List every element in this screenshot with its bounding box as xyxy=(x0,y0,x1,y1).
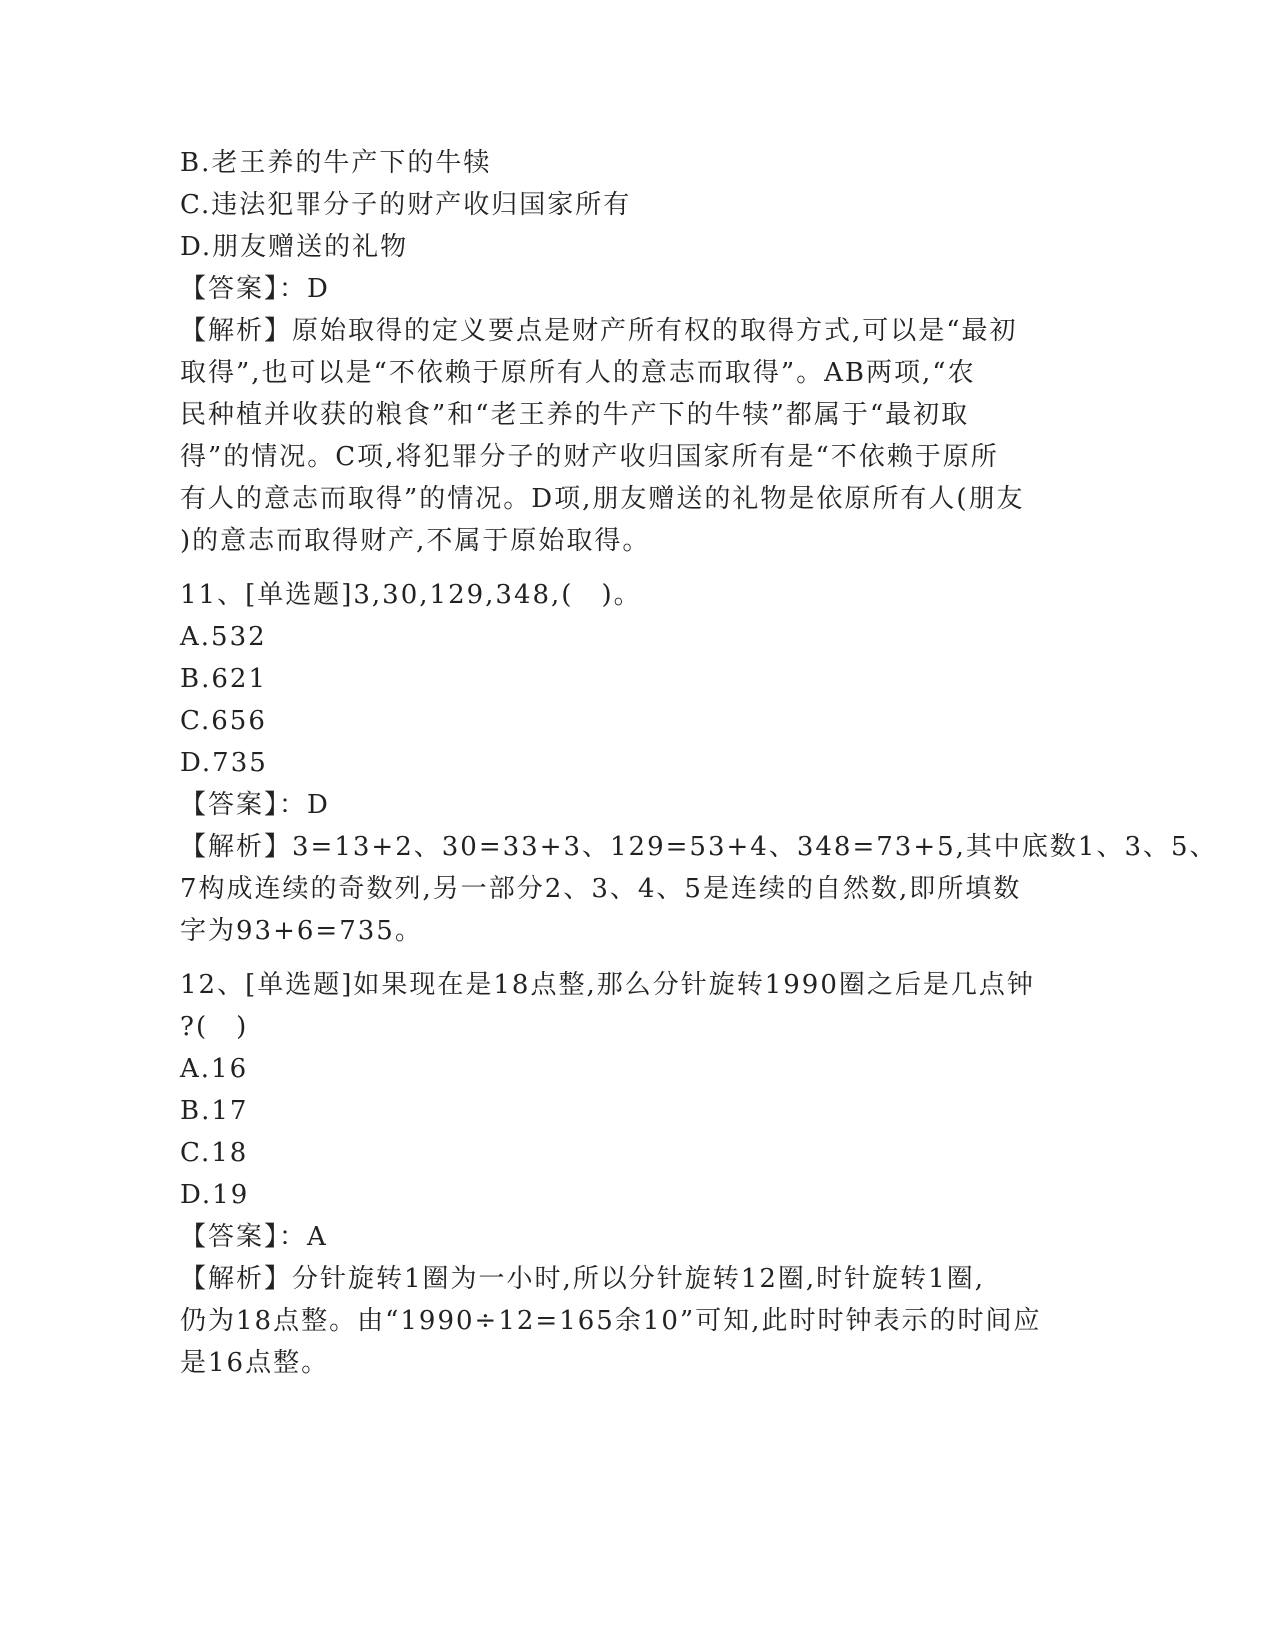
q10-analysis-line: 得”的情况。C项,将犯罪分子的财产收归国家所有是“不依赖于原所 xyxy=(180,442,999,472)
q12-stem xyxy=(180,964,1080,1048)
q10-analysis-line: 有人的意志而取得”的情况。D项,朋友赠送的礼物是依原所有人(朋友 xyxy=(180,484,1025,514)
q11-analysis-line: 7构成连续的奇数列,另一部分2、3、4、5是连续的自然数,即所填数 xyxy=(180,874,1022,904)
spacer xyxy=(180,562,1080,574)
q12-option-d: D.19 xyxy=(180,1180,250,1210)
q12-option-a: A.16 xyxy=(180,1054,249,1084)
q11-stem: 11、[单选题]3,30,129,348,( )。 xyxy=(180,580,642,610)
q10-analysis-line: 取得”,也可以是“不依赖于原所有人的意志而取得”。AB两项,“农 xyxy=(180,358,976,388)
q12-option-c: C.18 xyxy=(180,1138,249,1168)
document-page xyxy=(180,142,1218,1384)
q10-analysis xyxy=(180,310,1080,562)
q12-analysis-line: 【解析】分针旋转1圈为一小时,所以分针旋转12圈,时针旋转1圈, xyxy=(180,1264,985,1294)
q12-analysis-line: 仍为18点整。由“1990÷12=165余10”可知,此时时钟表示的时间应 xyxy=(180,1306,1042,1336)
q12-stem-line: 12、[单选题]如果现在是18点整,那么分针旋转1990圈之后是几点钟 xyxy=(180,970,1035,1000)
q11-answer: 【答案】：D xyxy=(180,790,330,820)
q10-analysis-line: 民种植并收获的粮食”和“老王养的牛产下的牛犊”都属于“最初取 xyxy=(180,400,970,430)
q11-analysis-line: 字为93+6=735。 xyxy=(180,916,423,946)
q12-stem-line: ?( ) xyxy=(180,1012,249,1042)
q12-analysis xyxy=(180,1258,1080,1384)
q12-analysis-line: 是16点整。 xyxy=(180,1348,330,1378)
q10-analysis-line: 【解析】原始取得的定义要点是财产所有权的取得方式,可以是“最初 xyxy=(180,316,1018,346)
q11-analysis xyxy=(180,826,1218,952)
spacer xyxy=(180,952,1080,964)
q10-option-b: B.老王养的牛产下的牛犊 xyxy=(180,148,492,178)
q11-option-b: B.621 xyxy=(180,664,267,694)
q12-answer: 【答案】：A xyxy=(180,1222,328,1252)
q10-option-c: C.违法犯罪分子的财产收归国家所有 xyxy=(180,190,632,220)
q12-option-b: B.17 xyxy=(180,1096,249,1126)
q10-option-d: D.朋友赠送的礼物 xyxy=(180,232,409,262)
q11-option-d: D.735 xyxy=(180,748,268,778)
q11-option-a: A.532 xyxy=(180,622,267,652)
q10-answer: 【答案】：D xyxy=(180,274,330,304)
q10-analysis-line: )的意志而取得财产,不属于原始取得。 xyxy=(180,526,651,556)
q11-analysis-line: 【解析】3=13+2、30=33+3、129=53+4、348=73+5,其中底数1、3、5、 xyxy=(180,832,1218,862)
q11-option-c: C.656 xyxy=(180,706,267,736)
